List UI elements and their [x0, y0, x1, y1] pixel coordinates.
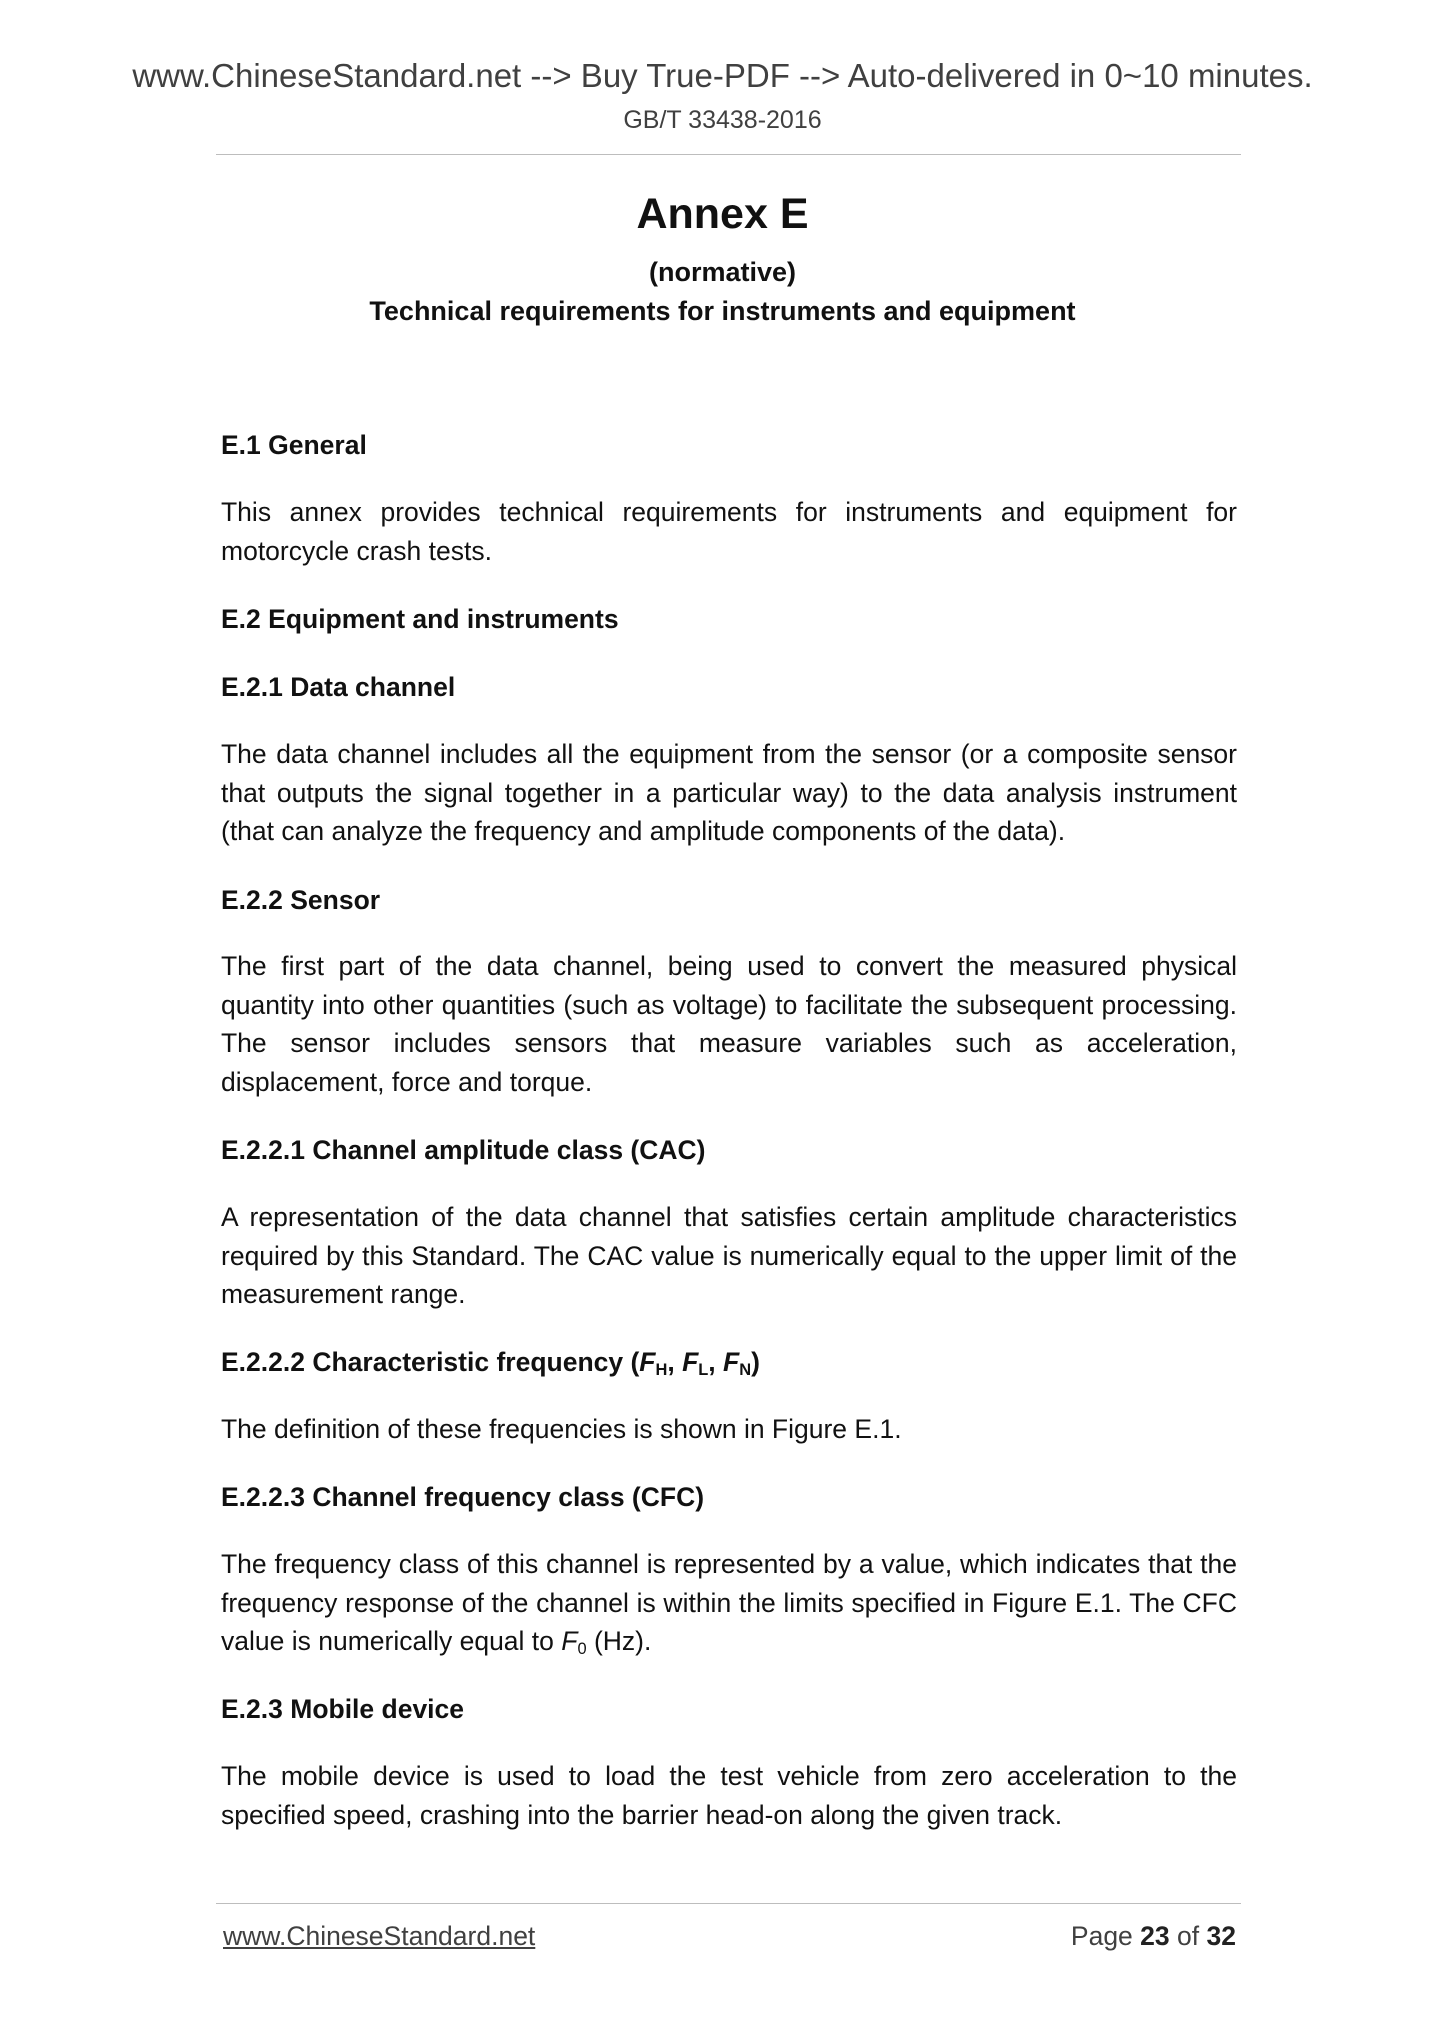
- section-heading-e2-2-2: E.2.2.2 Characteristic frequency ($F_H$, $F_L$, $F_N$): [221, 1347, 760, 1380]
- section-text-e2-2-3: The frequency class of this channel is represented by a value, which indicates that the frequency response of the channel is within the limits specified in Figure E.1. The CFC value is numerically equal to $F_0$ (Hz).: [221, 1549, 1237, 1659]
- section-text-e2-1: The data channel includes all the equipment from the sensor (or a composite sensor that outputs the signal together in a particular way) to the data analysis instrument (that can analyze the frequency and amplitude components of the data).: [221, 739, 1237, 846]
- section-heading-e2-3: E.2.3 Mobile device: [221, 1694, 465, 1724]
- annex-title: Annex E: [636, 190, 809, 238]
- section-text-e2-2-1: A representation of the data channel that satisfies certain amplitude characteristics required by this Standard. The CAC value is numerically equal to the upper limit of the measurement range.: [221, 1202, 1237, 1309]
- section-heading-e2-2: E.2.2 Sensor: [221, 885, 381, 915]
- page-number: Page 23 of 32: [1070, 1921, 1236, 1951]
- header-divider: [216, 154, 1241, 155]
- footer-divider: [216, 1903, 1241, 1904]
- footer-website-link[interactable]: www.ChineseStandard.net: [223, 1921, 536, 1951]
- annex-kind: (normative): [648, 257, 797, 287]
- section-heading-e2-2-3: E.2.2.3 Channel frequency class (CFC): [221, 1482, 705, 1512]
- document-code: GB/T 33438-2016: [623, 106, 822, 134]
- section-heading-e2-2-1: E.2.2.1 Channel amplitude class (CAC): [221, 1135, 706, 1165]
- section-text-e2-3: The mobile device is used to load the test vehicle from zero acceleration to the specified speed, crashing into the barrier head-on along the given track.: [221, 1761, 1237, 1830]
- top-banner: www.ChineseStandard.net --> Buy True-PDF --> Auto-delivered in 0~10 minutes.: [132, 57, 1313, 94]
- section-heading-e2-1: E.2.1 Data channel: [221, 672, 456, 702]
- section-text-e2-2-2: The definition of these frequencies is shown in Figure E.1.: [221, 1414, 902, 1444]
- section-heading-e2: E.2 Equipment and instruments: [221, 604, 619, 634]
- section-text-e2-2: The first part of the data channel, being used to convert the measured physical quantity into other quantities (such as voltage) to facilitate the subsequent processing. The sensor includes sensors that measure variables such as acceleration, displacement, force and torque.: [221, 951, 1237, 1097]
- section-heading-e1: E.1 General: [221, 430, 367, 460]
- annex-subtitle: Technical requirements for instruments and equipment: [369, 296, 1076, 326]
- section-text-e1: This annex provides technical requirements for instruments and equipment for motorcycle crash tests.: [221, 497, 1237, 566]
